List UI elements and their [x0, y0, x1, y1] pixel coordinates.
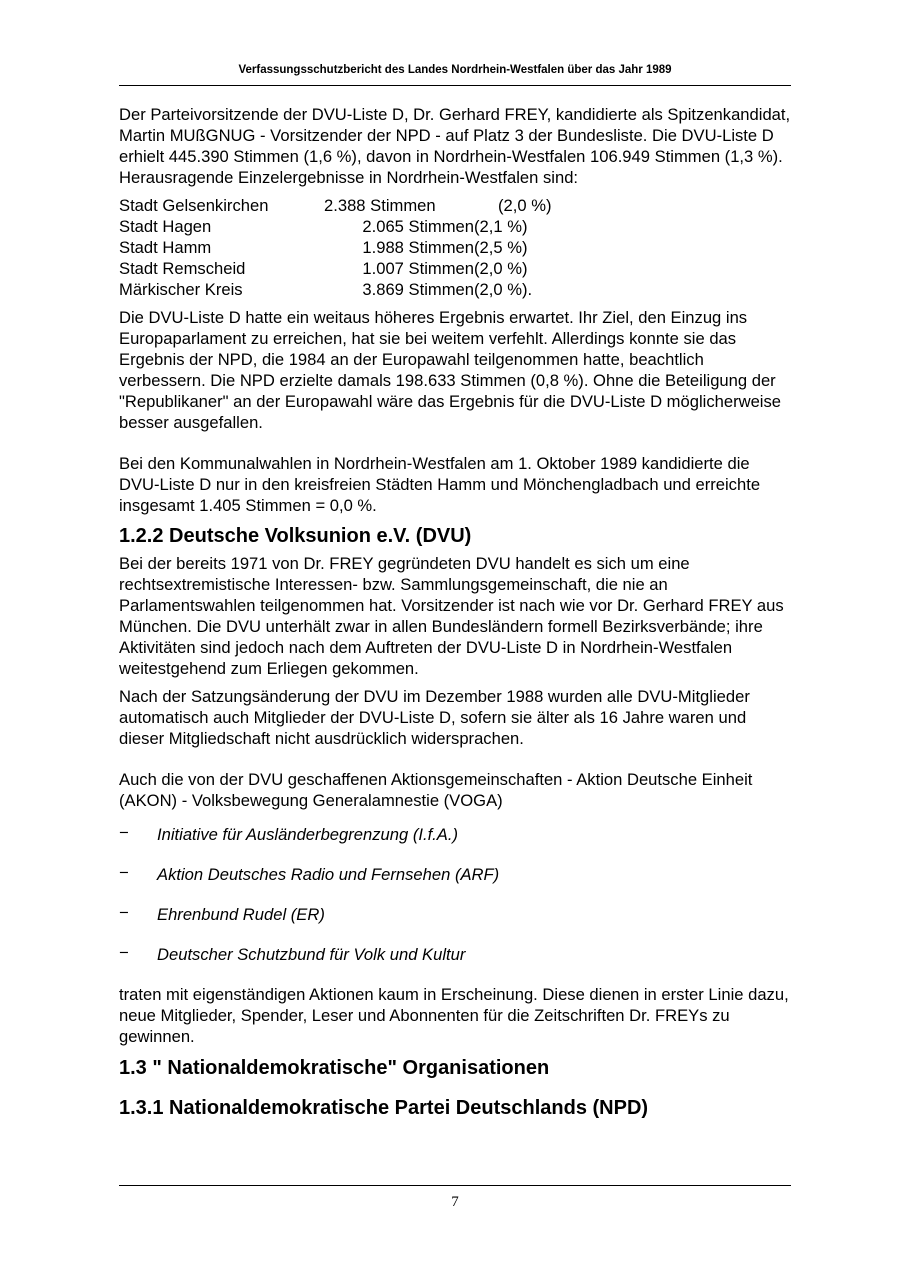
election-results-table	[119, 195, 551, 300]
result-votes: 1.007 Stimmen	[362, 259, 474, 278]
result-votes: 2.388 Stimmen	[324, 196, 436, 215]
paragraph-election-assessment: Die DVU-Liste D hatte ein weitaus höheres Ergebnis erwartet. Ihr Ziel, den Einzug ins Europaparlament zu erreichen, hat sie bei weitem verfehlt. Allerdings konnte sie das Ergebnis der NPD, die 1984 an der Europawahl teilgenommen hatte, beachtlich verbessern. Die NPD erzielte damals 198.633 Stimmen (0,8 %). Ohne die Beteiligung der "Republikaner" an der Europawahl wäre das Ergebnis für die DVU-Liste D möglicherweise besser ausgefallen.	[119, 308, 782, 432]
table-row	[119, 279, 551, 300]
dash-bullet-icon: −	[119, 823, 129, 842]
list-item	[119, 904, 791, 944]
paragraph-dvu-description: Bei der bereits 1971 von Dr. FREY gegründeten DVU handelt es sich um eine rechtsextremistische Interessen- bzw. Sammlungsgemeinschaft, die nie an Parlamentswahlen teilgenommen hat. Vorsitzender ist nach wie vor Dr. Gerhard FREY aus München. Die DVU unterhält zwar in allen Bundesländern formell Bezirksverbände; ihre Aktivitäten sind jedoch nach dem Auftreten der DVU-Liste D in Nordrhein-Westfalen weitestgehend zum Erliegen gekommen.	[119, 554, 784, 678]
result-percent: (2,0 %)	[474, 259, 528, 278]
result-percent: (2,5 %)	[474, 238, 528, 257]
organization-name: Initiative für Ausländerbegrenzung (I.f.A.)	[157, 825, 458, 844]
organization-name: Ehrenbund Rudel (ER)	[157, 905, 325, 924]
result-percent: (2,1 %)	[474, 217, 528, 236]
section-heading-nationaldemokratische: 1.3 " Nationaldemokratische" Organisationen	[119, 1057, 550, 1079]
paragraph-action-groups-conclusion: traten mit eigenständigen Aktionen kaum in Erscheinung. Diese dienen in erster Linie dazu, neue Mitglieder, Spender, Leser und Abonnenten für die Zeitschriften Dr. FREYs zu gewinnen.	[119, 985, 789, 1046]
list-item	[119, 824, 791, 864]
paragraph-election-results-intro: Der Parteivorsitzende der DVU-Liste D, Dr. Gerhard FREY, kandidierte als Spitzenkandidat, Martin MUßGNUG - Vorsitzender der NPD - auf Platz 3 der Bundesliste. Die DVU-Liste D erhielt 445.390 Stimmen (1,6 %), davon in Nordrhein-Westfalen 106.949 Stimmen (1,3 %). Herausragende Einzelergebnisse in Nordrhein-Westfalen sind:	[119, 105, 791, 187]
table-row	[119, 237, 551, 258]
paragraph-dvu-statute: Nach der Satzungsänderung der DVU im Dezember 1988 wurden alle DVU-Mitglieder automatisch auch Mitglieder der DVU-Liste D, sofern sie älter als 16 Jahre waren und dieser Mitgliedschaft nicht ausdrücklich widersprachen.	[119, 687, 750, 748]
table-row	[119, 195, 551, 216]
result-place: Märkischer Kreis	[119, 280, 243, 299]
section-heading-npd: 1.3.1 Nationaldemokratische Partei Deutschlands (NPD)	[119, 1097, 649, 1119]
dash-bullet-icon: −	[119, 863, 129, 882]
result-place: Stadt Hamm	[119, 238, 212, 257]
paragraph-action-groups: Auch die von der DVU geschaffenen Aktionsgemeinschaften - Aktion Deutsche Einheit (AKON) - Volksbewegung Generalamnestie (VOGA)	[119, 770, 753, 810]
page-number: 7	[451, 1194, 459, 1210]
organization-name: Deutscher Schutzbund für Volk und Kultur	[157, 945, 466, 964]
dash-bullet-icon: −	[119, 903, 129, 922]
table-row	[119, 216, 551, 237]
table-row	[119, 258, 551, 279]
footer-divider	[119, 1185, 791, 1186]
result-place: Stadt Gelsenkirchen	[119, 196, 269, 215]
list-item	[119, 864, 791, 904]
result-place: Stadt Remscheid	[119, 259, 246, 278]
result-place: Stadt Hagen	[119, 217, 212, 236]
header-divider	[119, 85, 791, 86]
organization-list	[119, 824, 791, 984]
list-item	[119, 944, 791, 984]
section-heading-dvu: 1.2.2 Deutsche Volksunion e.V. (DVU)	[119, 525, 472, 547]
result-votes: 3.869 Stimmen	[362, 280, 474, 299]
result-percent: (2,0 %)	[498, 196, 552, 215]
result-votes: 2.065 Stimmen	[362, 217, 474, 236]
running-header: Verfassungsschutzbericht des Landes Nordrhein-Westfalen über das Jahr 1989	[238, 64, 672, 76]
organization-name: Aktion Deutsches Radio und Fernsehen (ARF)	[157, 865, 500, 884]
page-content	[119, 104, 791, 1125]
result-percent: (2,0 %).	[474, 280, 533, 299]
paragraph-municipal-elections: Bei den Kommunalwahlen in Nordrhein-Westfalen am 1. Oktober 1989 kandidierte die DVU-Liste D nur in den kreisfreien Städten Hamm und Mönchengladbach und erreichte insgesamt 1.405 Stimmen = 0,0 %.	[119, 454, 761, 515]
dash-bullet-icon: −	[119, 943, 129, 962]
result-votes: 1.988 Stimmen	[362, 238, 474, 257]
